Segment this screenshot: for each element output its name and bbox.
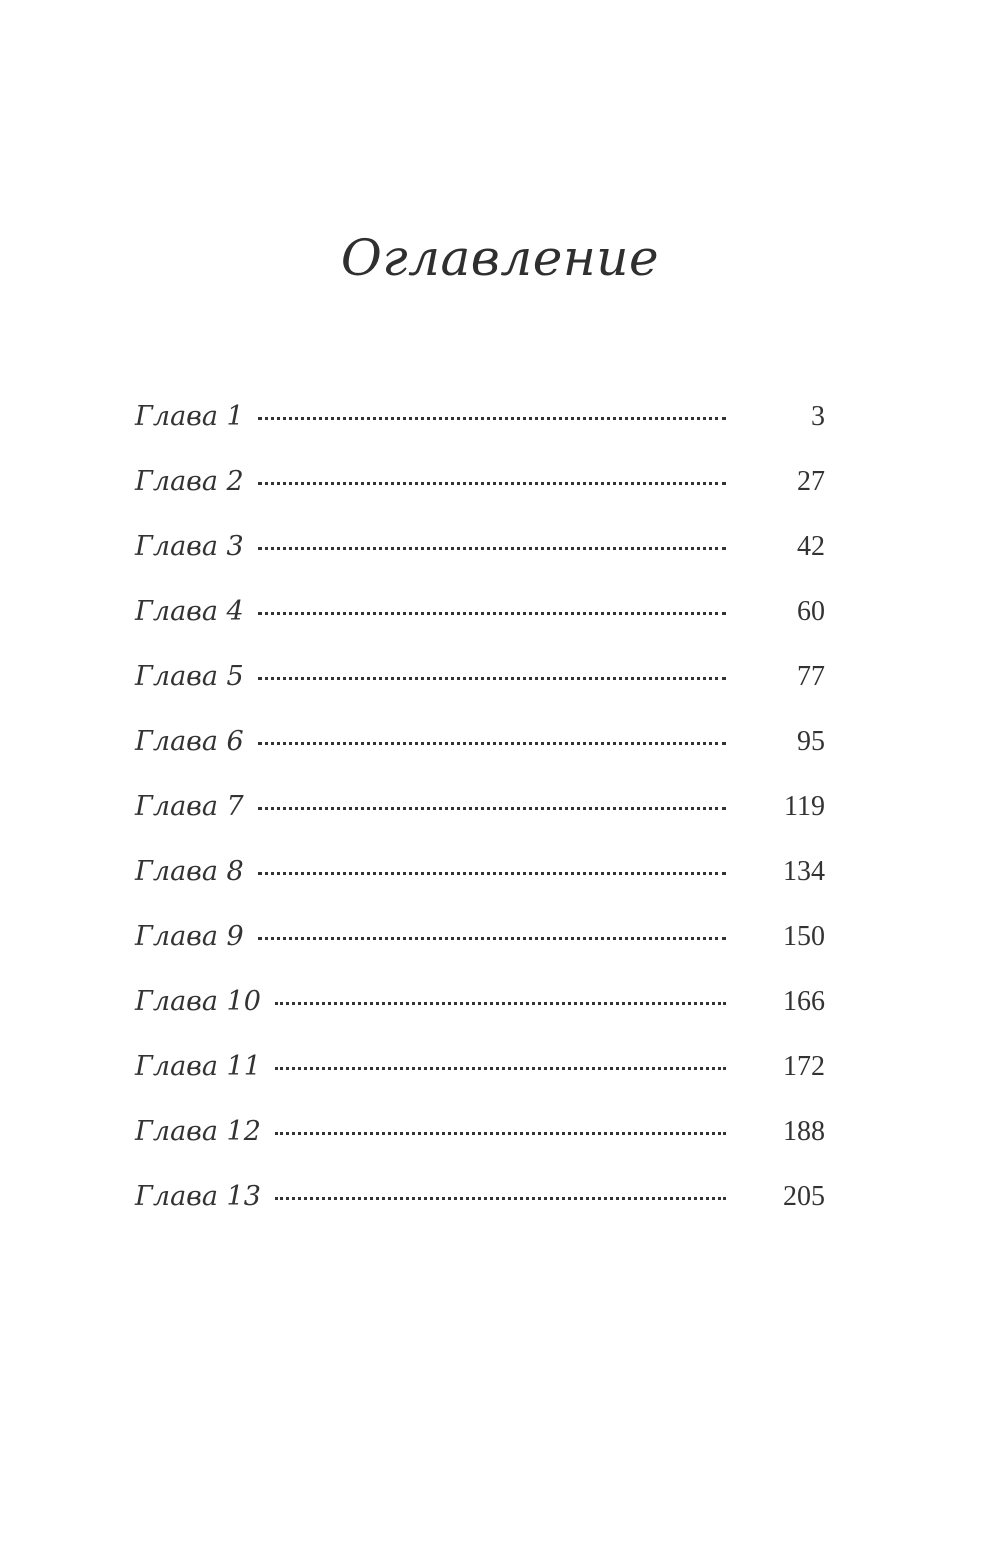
toc-entry-13 [135,1173,825,1238]
toc-entry-page: 166 [783,986,825,1017]
toc-entry-page: 95 [797,726,825,757]
toc-entry-11 [135,1043,825,1108]
toc-entry-page: 134 [783,856,825,887]
toc-entry-6 [135,718,825,783]
dot-leader [258,677,726,680]
dot-leader [258,612,726,615]
dot-leader [275,1002,726,1005]
toc-entry-label: Глава 2 [135,466,244,497]
toc-entry-label: Глава 8 [135,856,244,887]
dot-leader [258,742,726,745]
dot-leader [258,807,726,810]
dot-leader [258,417,726,420]
toc-entry-label: Глава 12 [135,1116,261,1147]
dot-leader [258,482,726,485]
toc-entry-label: Глава 11 [135,1051,261,1082]
toc-entry-1 [135,393,825,458]
toc-entry-label: Глава 9 [135,921,244,952]
toc-entry-label: Глава 3 [135,531,244,562]
toc-entry-3 [135,523,825,588]
toc-entry-page: 150 [783,921,825,952]
toc-entry-label: Глава 10 [135,986,261,1017]
toc-entry-page: 60 [797,596,825,627]
toc-entry-page: 3 [811,401,825,432]
toc-entry-4 [135,588,825,653]
dot-leader [258,547,726,550]
toc-entry-7 [135,783,825,848]
dot-leader [258,872,726,875]
dot-leader [258,937,726,940]
dot-leader [275,1132,726,1135]
toc-entry-label: Глава 1 [135,401,244,432]
toc-entry-page: 119 [784,791,825,822]
toc-entry-page: 27 [797,466,825,497]
toc-entry-12 [135,1108,825,1173]
toc-entry-2 [135,458,825,523]
toc-entry-label: Глава 6 [135,726,244,757]
table-of-contents [135,393,825,1238]
toc-entry-page: 205 [783,1181,825,1212]
toc-entry-label: Глава 5 [135,661,244,692]
toc-title: Оглавление [340,229,660,287]
toc-entry-page: 188 [783,1116,825,1147]
toc-entry-page: 42 [797,531,825,562]
toc-entry-9 [135,913,825,978]
toc-entry-page: 77 [797,661,825,692]
dot-leader [275,1067,726,1070]
toc-entry-label: Глава 7 [135,791,244,822]
toc-entry-10 [135,978,825,1043]
toc-entry-label: Глава 13 [135,1181,261,1212]
toc-entry-8 [135,848,825,913]
dot-leader [275,1197,726,1200]
toc-entry-label: Глава 4 [135,596,244,627]
toc-entry-5 [135,653,825,718]
toc-entry-page: 172 [783,1051,825,1082]
